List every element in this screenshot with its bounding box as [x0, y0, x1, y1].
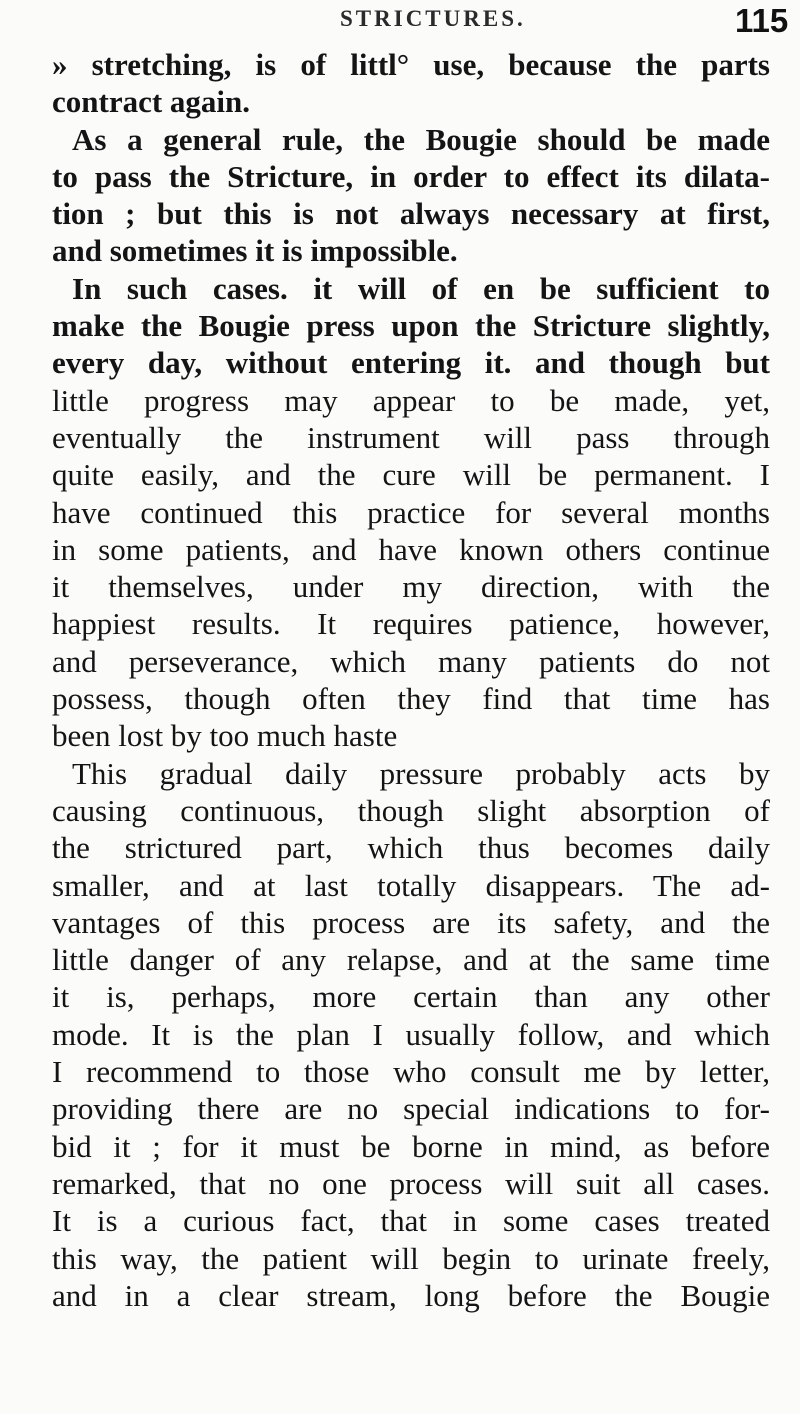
text-line: have continued this practice for several months: [52, 494, 770, 530]
text-line: little danger of any relapse, and at the same time: [52, 942, 770, 978]
text-line: possess, though often they find that time has: [52, 681, 770, 717]
text-line: been lost by too much haste: [52, 718, 398, 754]
text-line: and sometimes it is impossible.: [52, 233, 458, 269]
page-number: 115: [735, 2, 789, 39]
text-line: and in a clear stream, long before the Bougie: [52, 1277, 770, 1313]
text-line: In such cases. it will of en be sufficient to: [72, 270, 770, 306]
text-line: causing continuous, though slight absorption of: [52, 792, 770, 828]
text-line: As a general rule, the Bougie should be made: [72, 121, 770, 157]
text-line: tion ; but this is not always necessary at first,: [52, 196, 770, 232]
text-line: vantages of this process are its safety, and the: [52, 904, 770, 940]
text-line: bid it ; for it must be borne in mind, as before: [52, 1128, 770, 1164]
text-line: and perseverance, which many patients do not: [52, 643, 770, 679]
running-head: STRICTURES.: [340, 6, 526, 31]
text-line: This gradual daily pressure probably acts by: [72, 755, 770, 791]
text-line: I recommend to those who consult me by letter,: [52, 1054, 770, 1090]
text-line: » stretching, is of littl° use, because the parts: [52, 47, 770, 82]
text-line: little progress may appear to be made, yet,: [52, 382, 770, 418]
text-line: it is, perhaps, more certain than any other: [52, 979, 770, 1015]
text-line: the strictured part, which thus becomes daily: [52, 830, 770, 866]
text-line: make the Bougie press upon the Stricture slightly,: [52, 308, 770, 344]
text-line: It is a curious fact, that in some cases treated: [52, 1203, 770, 1239]
text-line: remarked, that no one process will suit all cases.: [52, 1165, 770, 1201]
text-line: happiest results. It requires patience, however,: [52, 606, 770, 642]
text-line: it themselves, under my direction, with the: [52, 569, 770, 605]
text-line: quite easily, and the cure will be permanent. I: [52, 457, 770, 493]
text-line: in some patients, and have known others continue: [52, 531, 770, 567]
text-line: eventually the instrument will pass through: [52, 419, 770, 455]
text-line: providing there are no special indications to for-: [52, 1091, 770, 1127]
text-line: this way, the patient will begin to urinate freely,: [52, 1240, 770, 1276]
text-line: to pass the Stricture, in order to effect its dilata-: [52, 158, 770, 194]
text-line: mode. It is the plan I usually follow, and which: [52, 1016, 770, 1052]
text-line: contract again.: [52, 84, 251, 120]
body-text: [52, 46, 770, 1314]
text-line: every day, without entering it. and though but: [52, 345, 770, 381]
text-line: smaller, and at last totally disappears. The ad-: [52, 867, 770, 903]
